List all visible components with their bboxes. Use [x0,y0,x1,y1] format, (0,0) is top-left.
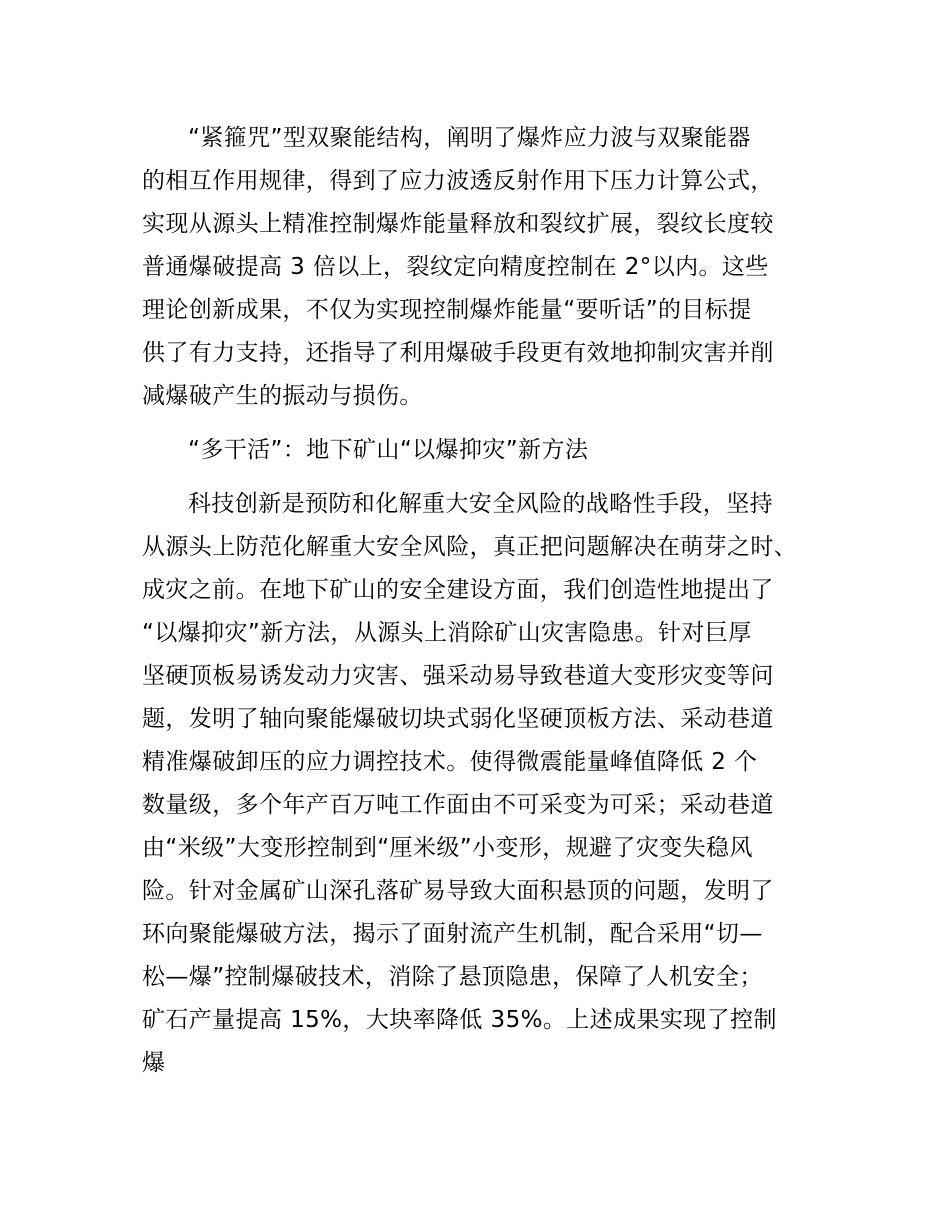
text-line: 险。针对金属矿山深孔落矿易导致大面积悬顶的问题，发明了 [142,878,774,904]
text-line: 实现从源头上精准控制爆炸能量释放和裂纹扩展，裂纹长度较 [142,211,774,237]
text-line: 从源头上防范化解重大安全风险，真正把问题解决在萌芽之时、 [142,534,798,560]
text-line: 爆 [142,1050,166,1076]
text-line: 环向聚能爆破方法，揭示了面射流产生机制，配合采用“切— [142,921,763,947]
text-line: 题，发明了轴向聚能爆破切块式弱化坚硬顶板方法、采动巷道 [142,706,774,732]
text-line: 理论创新成果，不仅为实现控制爆炸能量“要听话”的目标提 [142,297,752,323]
text-line: 减爆破产生的振动与损伤。 [142,383,423,409]
text-line: 松—爆”控制爆破技术，消除了悬顶隐患，保障了人机安全； [142,964,763,990]
text-line: 普通爆破提高 3 倍以上，裂纹定向精度控制在 2°以内。这些 [142,254,769,280]
text-line: 供了有力支持，还指导了利用爆破手段更有效地抑制灾害并削 [142,340,774,366]
text-line: 坚硬顶板易诱发动力灾害、强采动易导致巷道大变形灾变等问 [142,663,774,689]
text-line: 的相互作用规律，得到了应力波透反射作用下压力计算公式， [142,168,774,194]
section-heading: “多干活”：地下矿山“以爆抑灾”新方法 [188,437,589,463]
text-line: “以爆抑灾”新方法，从源头上消除矿山灾害隐患。针对巨厚 [142,620,752,646]
text-line: 成灾之前。在地下矿山的安全建设方面，我们创造性地提出了 [142,577,774,603]
text-line: 精准爆破卸压的应力调控技术。使得微震能量峰值降低 2 个 [142,749,758,775]
text-line: 科技创新是预防和化解重大安全风险的战略性手段，坚持 [188,491,773,517]
text-line: 矿石产量提高 15%，大块率降低 35%。上述成果实现了控制 [142,1007,777,1033]
text-line: 由“米级”大变形控制到“厘米级”小变形，规避了灾变失稳风 [142,835,753,861]
text-line: 数量级，多个年产百万吨工作面由不可采变为可采；采动巷道 [142,792,774,818]
text-line: “紧箍咒”型双聚能结构，阐明了爆炸应力波与双聚能器 [188,125,751,151]
